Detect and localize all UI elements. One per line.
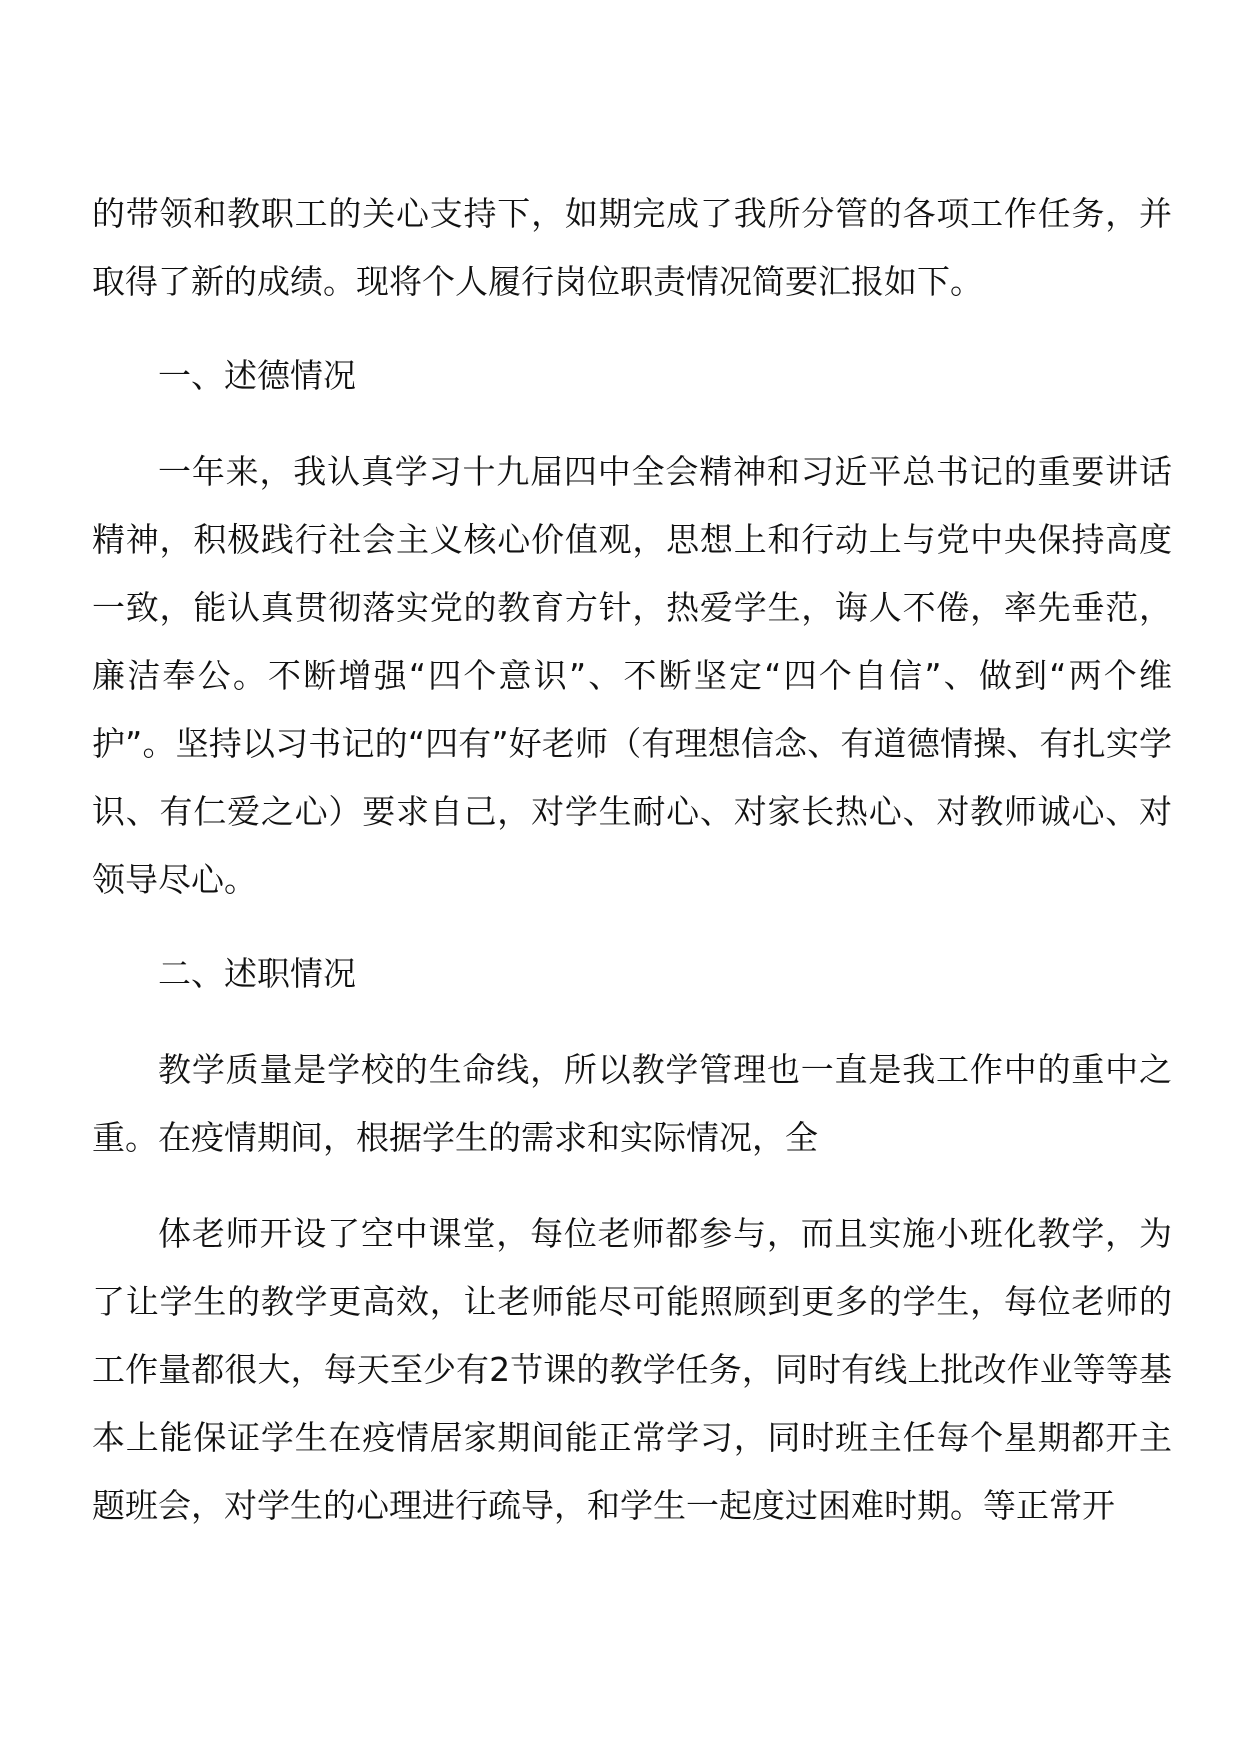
section-heading-morality: 一、述德情况 [158,356,356,395]
paragraph-teaching-quality: 教学质量是学校的生命线，所以教学管理也一直是我工作中的重中之重。在疫情期间，根据学生的需求和实际情况，全 [92,1050,1172,1157]
section-heading-duties: 二、述职情况 [158,954,356,993]
paragraph-morality: 一年来，我认真学习十九届四中全会精神和习近平总书记的重要讲话精神，积极践行社会主义核心价值观，思想上和行动上与党中央保持高度一致，能认真贯彻落实党的教育方针，热爱学生，诲人不倦，率先垂范，廉洁奉公。不断增强“四个意识”、不断坚定“四个自信”、做到“两个维护”。坚持以习书记的“四有”好老师（有理想信念、有道德情操、有扎实学识、有仁爱之心）要求自己，对学生耐心、对家长热心、对教师诚心、对领导尽心。 [92,452,1172,899]
paragraph-online-classes: 体老师开设了空中课堂，每位老师都参与，而且实施小班化教学，为了让学生的教学更高效，让老师能尽可能照顾到更多的学生，每位老师的工作量都很大，每天至少有2节课的教学任务，同时有线上批改作业等等基本上能保证学生在疫情居家期间能正常学习，同时班主任每个星期都开主题班会，对学生的心理进行疏导，和学生一起度过困难时期。等正常开 [92,1214,1172,1525]
document-body [92,180,1172,1540]
paragraph-continuation: 的带领和教职工的关心支持下，如期完成了我所分管的各项工作任务，并取得了新的成绩。现将个人履行岗位职责情况简要汇报如下。 [92,194,1172,301]
